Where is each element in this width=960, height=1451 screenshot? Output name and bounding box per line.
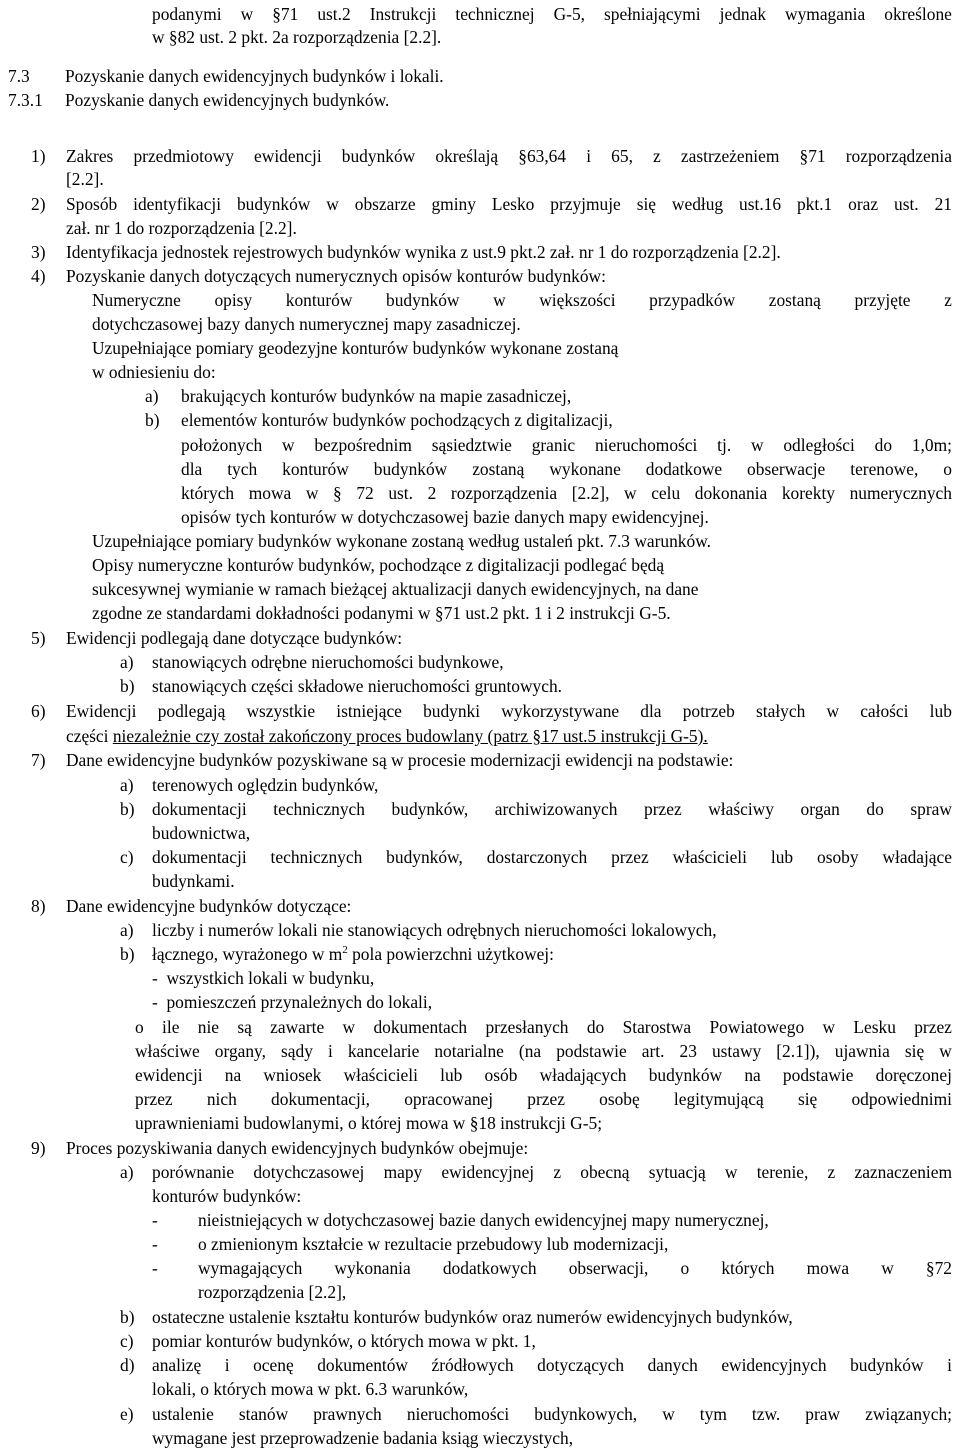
word: mapy bbox=[383, 1162, 423, 1182]
word: lub bbox=[770, 847, 794, 867]
item-letter: a) bbox=[145, 386, 159, 406]
word: tj. bbox=[717, 435, 732, 455]
text-line bbox=[181, 434, 952, 458]
text-line: Pozyskanie danych dotyczących numerycznych opisów konturów budynków: bbox=[66, 266, 606, 286]
text-line: brakujących konturów budynków na mapie zasadniczej, bbox=[181, 386, 572, 406]
text-line bbox=[152, 798, 952, 822]
word: wykonane bbox=[549, 459, 621, 479]
text-line bbox=[152, 1403, 952, 1427]
word: źródłowych bbox=[431, 1355, 514, 1375]
word: ustawy bbox=[711, 1041, 762, 1061]
word: których bbox=[721, 1258, 775, 1278]
word: § bbox=[333, 483, 342, 503]
word: stanów bbox=[238, 1404, 289, 1424]
word: i bbox=[586, 146, 592, 166]
word: gminy bbox=[431, 194, 476, 214]
word: konturów bbox=[285, 290, 353, 310]
text-line: terenowych oględzin budynków, bbox=[152, 775, 379, 795]
word: z bbox=[827, 1162, 836, 1182]
word: ust. bbox=[894, 194, 919, 214]
item-number: 6) bbox=[31, 701, 46, 721]
word: Numeryczne bbox=[92, 290, 181, 310]
word: z bbox=[553, 1162, 562, 1182]
item-number: 5) bbox=[31, 628, 46, 648]
text-line bbox=[198, 1257, 952, 1281]
word: Zakres bbox=[66, 146, 114, 166]
word: położonych bbox=[181, 435, 263, 455]
item-letter: a) bbox=[120, 1162, 134, 1182]
item-letter: b) bbox=[120, 944, 135, 964]
word: nich bbox=[206, 1089, 237, 1109]
text-line bbox=[152, 943, 554, 967]
text-line: pomiar konturów budynków, o których mowa w pkt. 1, bbox=[152, 1331, 536, 1351]
text-line: wymagane jest przeprowadzenie badania ksiąg wieczystych, bbox=[152, 1428, 574, 1448]
word: legitymującą bbox=[673, 1089, 764, 1109]
word: przez bbox=[611, 847, 649, 867]
word: pkt.1 bbox=[796, 194, 833, 214]
word: dokumentacji bbox=[152, 847, 247, 867]
word: 21 bbox=[934, 194, 952, 214]
text-line: [2.2]. bbox=[66, 169, 104, 189]
text-line bbox=[181, 482, 952, 506]
word: budynków, bbox=[391, 799, 469, 819]
word: identyfikacji bbox=[133, 194, 222, 214]
word: mowa bbox=[806, 1258, 850, 1278]
word: odpowiednimi bbox=[851, 1089, 952, 1109]
word: budynków bbox=[373, 459, 448, 479]
text-line: Identyfikacja jednostek rejestrowych budynków wynika z ust.9 pkt.2 zał. nr 1 do rozporządzenia [2.2]. bbox=[66, 242, 781, 262]
word: przez bbox=[135, 1089, 173, 1109]
text-line: konturów budynków: bbox=[152, 1186, 302, 1206]
word: §71 bbox=[272, 4, 299, 24]
text-line: zał. nr 1 do rozporządzenia [2.2]. bbox=[66, 218, 297, 238]
item-letter: b) bbox=[145, 410, 160, 430]
section-heading: Pozyskanie danych ewidencyjnych budynków i lokali. bbox=[65, 66, 444, 86]
word: budynków bbox=[386, 290, 460, 310]
text-line bbox=[135, 1064, 952, 1088]
text-line bbox=[152, 1354, 952, 1378]
text-line: nieistniejących w dotychczasowej bazie danych ewidencyjnej mapy numerycznej, bbox=[198, 1210, 769, 1230]
word: w bbox=[822, 1017, 836, 1037]
text-line: w §82 ust. 2 pkt. 2a rozporządzenia [2.2]. bbox=[152, 27, 442, 47]
item-letter: e) bbox=[120, 1404, 134, 1424]
word: sąsiedztwie bbox=[431, 435, 512, 455]
word: spełniającymi bbox=[604, 4, 701, 24]
text-line bbox=[135, 1088, 952, 1112]
word: sądy bbox=[281, 1041, 313, 1061]
word: do bbox=[866, 799, 884, 819]
text-line bbox=[152, 1161, 952, 1185]
word: korekty bbox=[781, 483, 835, 503]
word: istniejące bbox=[336, 701, 402, 721]
word: obserwacje bbox=[747, 459, 826, 479]
word: osoby bbox=[817, 847, 859, 867]
word: w bbox=[881, 1258, 894, 1278]
word: nieruchomości bbox=[406, 1404, 510, 1424]
word: archiwizowanych bbox=[494, 799, 618, 819]
word: i bbox=[327, 1041, 333, 1061]
dash-item: - pomieszczeń przynależnych do lokali, bbox=[152, 992, 433, 1012]
word: 2 bbox=[427, 483, 437, 503]
text-line: w odniesieniu do: bbox=[92, 362, 216, 382]
word: przedmiotowy bbox=[133, 146, 234, 166]
word: Instrukcji bbox=[369, 4, 437, 24]
word: ewidencji bbox=[135, 1065, 203, 1085]
word: ust.16 bbox=[739, 194, 782, 214]
word: z bbox=[944, 290, 952, 310]
word: w bbox=[281, 435, 295, 455]
word: wniosek bbox=[263, 1065, 322, 1085]
word: w bbox=[342, 1017, 356, 1037]
word: mowa bbox=[248, 483, 292, 503]
text-line: Dane ewidencyjne budynków pozyskiwane są w procesie modernizacji ewidencji na podstawie: bbox=[66, 750, 734, 770]
word: budynków, bbox=[386, 847, 463, 867]
word: 65, bbox=[611, 146, 633, 166]
word: wszystkie bbox=[246, 701, 316, 721]
word: z bbox=[653, 146, 661, 166]
word: §63,64 bbox=[518, 146, 567, 166]
word: budynków bbox=[850, 1355, 924, 1375]
text-line: zgodne ze standardami dokładności podanymi w §71 ust.2 pkt. 1 i 2 instrukcji G-5. bbox=[92, 603, 671, 623]
word: budynkowych, bbox=[534, 1404, 638, 1424]
word: odległości bbox=[783, 435, 855, 455]
text-line: Proces pozyskiwania danych ewidencyjnych budynków obejmuje: bbox=[66, 1138, 529, 1158]
word: ocenę bbox=[253, 1355, 294, 1375]
word: według bbox=[671, 194, 724, 214]
word: rozporządzenia bbox=[450, 483, 558, 503]
word: [2.2], bbox=[571, 483, 610, 503]
text-line bbox=[135, 1040, 952, 1064]
word: ewidencyjnych bbox=[721, 1355, 827, 1375]
text-line: liczby i numerów lokali nie stanowiących odrębnych nieruchomości lokalowych, bbox=[152, 920, 717, 940]
item-letter: b) bbox=[120, 1307, 135, 1327]
word: właścicieli bbox=[672, 847, 747, 867]
word: dotyczących bbox=[537, 1355, 625, 1375]
text-line: lokali, o których mowa w pkt. 6.3 warunków, bbox=[152, 1379, 469, 1399]
word: bezpośrednim bbox=[314, 435, 412, 455]
word: ujawnia bbox=[834, 1041, 890, 1061]
text-line bbox=[135, 1016, 952, 1040]
text-line bbox=[66, 700, 952, 724]
item-letter: d) bbox=[120, 1355, 135, 1375]
word: Powiatowego bbox=[709, 1017, 805, 1037]
word: (na bbox=[518, 1041, 542, 1061]
word: ustalenie bbox=[152, 1404, 214, 1424]
word: nie bbox=[197, 1017, 219, 1037]
dash-marker: - bbox=[152, 1210, 158, 1230]
text-line: stanowiących części składowe nieruchomości gruntowych. bbox=[152, 676, 562, 696]
word: oraz bbox=[848, 194, 879, 214]
underlined-text: niezależnie czy został zakończony proces budowlany (patrz §17 ust.5 instrukcji G-5). bbox=[112, 726, 708, 746]
word: [2.1]), bbox=[776, 1041, 820, 1061]
word: są bbox=[237, 1017, 252, 1037]
word: analizę bbox=[152, 1355, 202, 1375]
text-line: budynkami. bbox=[152, 871, 235, 891]
word: w bbox=[493, 290, 506, 310]
word: osób bbox=[484, 1065, 518, 1085]
word: o bbox=[135, 1017, 144, 1037]
word: organ bbox=[800, 799, 840, 819]
word: podlegają bbox=[157, 701, 226, 721]
dash-marker: - bbox=[152, 1234, 158, 1254]
word: w bbox=[662, 1404, 675, 1424]
word: dokumentacji, bbox=[271, 1089, 371, 1109]
word: praw bbox=[805, 1404, 841, 1424]
word: Lesku bbox=[853, 1017, 896, 1037]
word: obszarze bbox=[354, 194, 416, 214]
item-letter: b) bbox=[120, 799, 135, 819]
text-line: dotychczasowej bazy danych numerycznej mapy zasadniczej. bbox=[92, 314, 521, 334]
word: w bbox=[624, 483, 637, 503]
text-line bbox=[66, 145, 952, 169]
word: zaznaczeniem bbox=[854, 1162, 952, 1182]
word: 72 bbox=[356, 483, 374, 503]
word: opracowanej bbox=[404, 1089, 494, 1109]
word: lub bbox=[440, 1065, 463, 1085]
word: tym bbox=[699, 1404, 727, 1424]
text-line: Opisy numeryczne konturów budynków, pochodzące z digitalizacji podlegać będą bbox=[92, 555, 665, 575]
word: budynków bbox=[341, 146, 416, 166]
word: budynki bbox=[423, 701, 481, 721]
word: w bbox=[240, 4, 254, 24]
word: określone bbox=[884, 4, 952, 24]
word: przez bbox=[914, 1017, 952, 1037]
word: wymagania bbox=[785, 4, 866, 24]
word: budynków bbox=[236, 194, 311, 214]
word: §72 bbox=[925, 1258, 952, 1278]
text-line bbox=[152, 846, 952, 870]
text-line bbox=[92, 289, 952, 313]
item-letter: c) bbox=[120, 1331, 134, 1351]
word: ewidencyjnej bbox=[441, 1162, 535, 1182]
item-number: 8) bbox=[31, 896, 46, 916]
word: których bbox=[181, 483, 235, 503]
word: doręczonej bbox=[875, 1065, 952, 1085]
word: lub bbox=[929, 701, 952, 721]
word: obecną bbox=[580, 1162, 630, 1182]
item-letter: a) bbox=[120, 775, 134, 795]
word: 23 bbox=[679, 1041, 697, 1061]
word: budynków bbox=[648, 1065, 723, 1085]
word: ile bbox=[162, 1017, 180, 1037]
word: celu bbox=[651, 483, 681, 503]
word: o bbox=[943, 459, 952, 479]
text-line bbox=[152, 3, 952, 27]
word: dla bbox=[181, 459, 203, 479]
text-line: budownictwa, bbox=[152, 823, 251, 843]
word: w bbox=[305, 483, 319, 503]
word: właścicieli bbox=[343, 1065, 418, 1085]
word: podstawie bbox=[556, 1041, 627, 1061]
word: porównanie bbox=[152, 1162, 235, 1182]
text-line: Uzupełniające pomiary budynków wykonane zostaną według ustaleń pkt. 7.3 warunków. bbox=[92, 531, 711, 551]
word: przesłanych bbox=[485, 1017, 569, 1037]
word: osobę bbox=[599, 1089, 640, 1109]
word: przyjęte bbox=[854, 290, 911, 310]
word: się bbox=[797, 1089, 818, 1109]
item-number: 7) bbox=[31, 750, 46, 770]
word: dodatkowe bbox=[645, 459, 723, 479]
word: technicznych bbox=[270, 847, 363, 867]
item-number: 2) bbox=[31, 194, 46, 214]
text-line: sukcesywnej wymianie w ramach bieżącej aktualizacji danych ewidencyjnych, na dane bbox=[92, 579, 699, 599]
text-segment: części bbox=[66, 726, 113, 746]
word: i bbox=[224, 1355, 230, 1375]
text-segment: łącznego, wyrażonego w m bbox=[152, 944, 343, 964]
text-line: ostateczne ustalenie kształtu konturów budynków oraz numerów ewidencyjnych budynków, bbox=[152, 1307, 793, 1327]
word: 1,0m; bbox=[911, 435, 952, 455]
word: jednak bbox=[719, 4, 767, 24]
word: podanymi bbox=[152, 4, 222, 24]
word: i bbox=[947, 1355, 952, 1375]
word: Sposób bbox=[66, 194, 118, 214]
word: Lesko bbox=[491, 194, 535, 214]
word: w bbox=[826, 701, 840, 721]
word: wymagających bbox=[198, 1258, 303, 1278]
text-line: Ewidencji podlegają dane dotyczące budynków: bbox=[66, 628, 403, 648]
word: §71 bbox=[799, 146, 826, 166]
word: zastrzeżeniem bbox=[680, 146, 780, 166]
word: kancelarie bbox=[347, 1041, 420, 1061]
word: określają bbox=[435, 146, 499, 166]
word: się bbox=[636, 194, 657, 214]
word: technicznych bbox=[273, 799, 365, 819]
word: do bbox=[874, 435, 893, 455]
word: przyjmuje bbox=[550, 194, 621, 214]
text-line: opisów tych konturów w dotychczasowej bazie danych mapy ewidencyjnej. bbox=[181, 507, 709, 527]
text-line: Uzupełniające pomiary geodezyjne konturów budynków wykonane zostaną bbox=[92, 338, 619, 358]
word: na bbox=[224, 1065, 242, 1085]
text-line: Dane ewidencyjne budynków dotyczące: bbox=[66, 896, 352, 916]
text-line bbox=[66, 193, 952, 217]
word: spraw bbox=[910, 799, 952, 819]
item-number: 4) bbox=[31, 266, 46, 286]
word: ewidencji bbox=[254, 146, 322, 166]
word: przez bbox=[644, 799, 682, 819]
item-number: 3) bbox=[31, 242, 46, 262]
section-number: 7.3 bbox=[8, 66, 30, 86]
word: związanych; bbox=[865, 1404, 952, 1424]
word: w bbox=[326, 194, 339, 214]
word: tzw. bbox=[751, 1404, 781, 1424]
word: granic bbox=[531, 435, 576, 455]
text-line: rozporządzenia [2.2], bbox=[198, 1282, 347, 1302]
word: podstawie bbox=[782, 1065, 854, 1085]
word: numerycznych bbox=[849, 483, 952, 503]
word: nieruchomości bbox=[594, 435, 698, 455]
subsection-number: 7.3.1 bbox=[8, 90, 43, 110]
word: na bbox=[744, 1065, 761, 1085]
word: dostarczonych bbox=[486, 847, 588, 867]
text-line: stanowiących odrębne nieruchomości budynkowe, bbox=[152, 652, 504, 672]
item-letter: a) bbox=[120, 652, 134, 672]
word: technicznej bbox=[455, 4, 535, 24]
word: w bbox=[724, 1162, 738, 1182]
word: obserwacji, bbox=[568, 1258, 649, 1278]
word: większości bbox=[539, 290, 616, 310]
word: o bbox=[680, 1258, 690, 1278]
word: wykonania bbox=[334, 1258, 411, 1278]
word: prawnych bbox=[313, 1404, 382, 1424]
word: G-5, bbox=[553, 4, 585, 24]
item-letter: c) bbox=[120, 847, 134, 867]
word: tych bbox=[227, 459, 258, 479]
word: dotychczasowej bbox=[253, 1162, 365, 1182]
word: zawarte bbox=[270, 1017, 325, 1037]
word: właściwy bbox=[708, 799, 774, 819]
text-line bbox=[66, 725, 708, 749]
word: dla bbox=[640, 701, 662, 721]
word: się bbox=[904, 1041, 925, 1061]
word: dokumentacji bbox=[152, 799, 247, 819]
text-line bbox=[181, 458, 952, 482]
word: dokumentach bbox=[373, 1017, 468, 1037]
superscript: 2 bbox=[342, 944, 348, 956]
word: władających bbox=[539, 1065, 627, 1085]
word: zostaną bbox=[768, 290, 821, 310]
text-line: uprawnieniami budowlanymi, o której mowa w §18 instrukcji G-5; bbox=[135, 1113, 603, 1133]
word: właściwe bbox=[135, 1041, 200, 1061]
text-line: o zmienionym kształcie w rezultacie przebudowy lub modernizacji, bbox=[198, 1234, 669, 1254]
word: terenowe, bbox=[850, 459, 919, 479]
word: sytuacją bbox=[648, 1162, 706, 1182]
item-letter: b) bbox=[120, 676, 135, 696]
item-letter: a) bbox=[120, 920, 134, 940]
word: do bbox=[586, 1017, 605, 1037]
word: zostaną bbox=[472, 459, 525, 479]
word: organy, bbox=[214, 1041, 266, 1061]
word: przypadków bbox=[649, 290, 736, 310]
word: dodatkowych bbox=[442, 1258, 537, 1278]
text-segment: pola powierzchni użytkowej: bbox=[347, 944, 554, 964]
word: art. bbox=[641, 1041, 665, 1061]
word: ust. bbox=[388, 483, 413, 503]
item-number: 1) bbox=[31, 146, 46, 166]
word: rozporządzenia bbox=[845, 146, 952, 166]
dash-item: - wszystkich lokali w budynku, bbox=[152, 968, 375, 988]
word: przez bbox=[527, 1089, 565, 1109]
word: w bbox=[939, 1041, 952, 1061]
word: danych bbox=[647, 1355, 698, 1375]
word: potrzeb bbox=[682, 701, 735, 721]
word: konturów bbox=[282, 459, 349, 479]
word: dokumentów bbox=[317, 1355, 408, 1375]
word: wykorzystywane bbox=[501, 701, 620, 721]
word: całości bbox=[860, 701, 909, 721]
text-line: elementów konturów budynków pochodzących z digitalizacji, bbox=[181, 410, 613, 430]
word: Ewidencji bbox=[66, 701, 137, 721]
word: ust.2 bbox=[317, 4, 351, 24]
word: terenie, bbox=[756, 1162, 809, 1182]
word: Starostwa bbox=[622, 1017, 692, 1037]
word: notarialne bbox=[434, 1041, 504, 1061]
word: opisy bbox=[214, 290, 253, 310]
subsection-heading: Pozyskanie danych ewidencyjnych budynków. bbox=[65, 90, 390, 110]
word: dokonania bbox=[694, 483, 768, 503]
item-number: 9) bbox=[31, 1138, 46, 1158]
dash-marker: - bbox=[152, 1258, 158, 1278]
word: władające bbox=[882, 847, 952, 867]
word: w bbox=[750, 435, 764, 455]
word: stałych bbox=[756, 701, 806, 721]
